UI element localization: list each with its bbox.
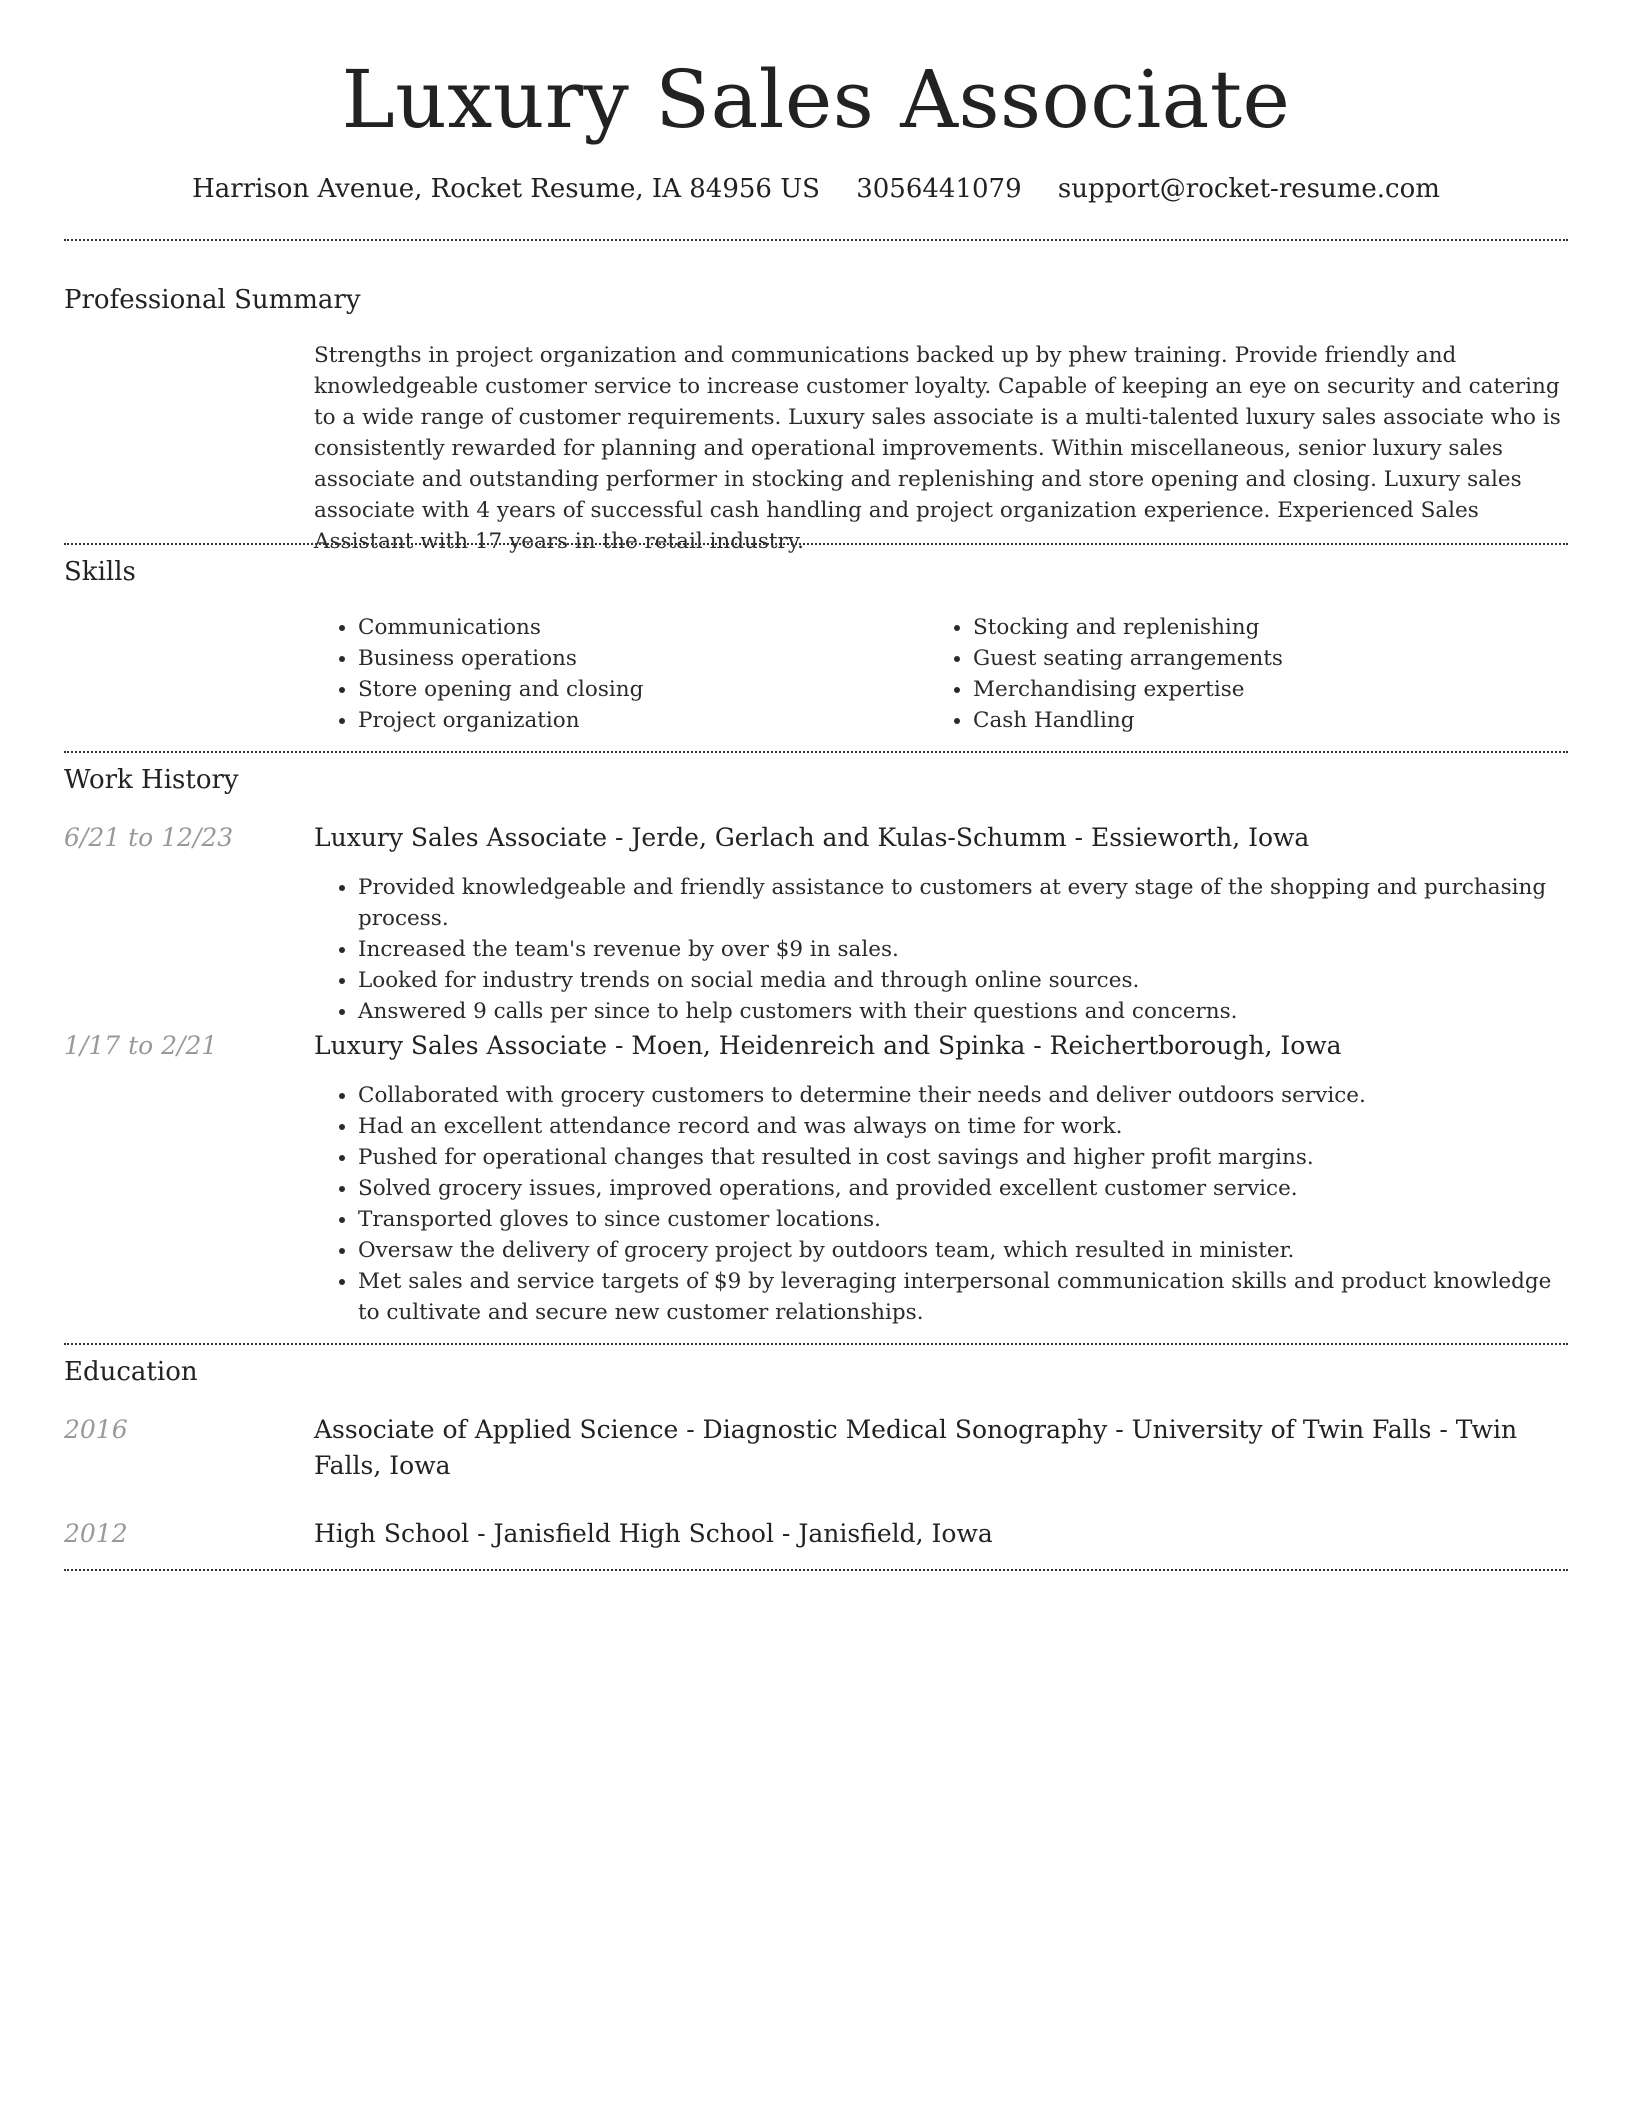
job-title [314, 1028, 1568, 1064]
job-bullet: • Answered 9 calls per since to help customers with their questions and concerns. [358, 996, 1568, 1027]
section-title-skills: Skills [64, 557, 136, 587]
candidate-name: Luxury Sales Associate [341, 53, 1291, 146]
skill-item: • Guest seating arrangements [973, 643, 1529, 674]
contact-address: Harrison Avenue, Rocket Resume, IA 84956 US [192, 174, 820, 204]
education-entry [314, 1516, 1568, 1552]
education-details: - University of Twin Falls - Twin Falls, Iowa [314, 1415, 1518, 1480]
job-bullet: • Increased the team's revenue by over $9 in sales. [358, 934, 1568, 965]
education-entry [314, 1412, 1568, 1484]
job-role: Luxury Sales Associate [314, 1031, 608, 1060]
divider [64, 543, 1568, 545]
job-bullet: • Met sales and service targets of $9 by leveraging interpersonal communication skills and product knowledge to cultivate and secure new customer relationships. [358, 1266, 1568, 1328]
job-role: Luxury Sales Associate [314, 823, 608, 852]
job-details: - Jerde, Gerlach and Kulas-Schumm - Essieworth, Iowa [607, 823, 1310, 852]
job-bullet: • Solved grocery issues, improved operations, and provided excellent customer service. [358, 1173, 1568, 1204]
skill-item: • Stocking and replenishing [973, 612, 1529, 643]
education-details: - Janisfield High School - Janisfield, Iowa [469, 1519, 993, 1548]
job-bullet: • Looked for industry trends on social media and through online sources. [358, 965, 1568, 996]
section-title-education: Education [64, 1357, 198, 1387]
contact-phone: 3056441079 [856, 174, 1022, 204]
contact-email: support@rocket-resume.com [1057, 174, 1440, 204]
education-year: 2016 [64, 1415, 128, 1444]
divider [64, 1569, 1568, 1571]
skill-item: • Store opening and closing [358, 674, 914, 705]
education-year: 2012 [64, 1519, 128, 1548]
skills-column-left [314, 612, 914, 736]
contact-line [0, 172, 1632, 206]
job-bullet: • Collaborated with grocery customers to determine their needs and deliver outdoors service. [358, 1080, 1568, 1111]
section-title-work: Work History [64, 765, 239, 795]
job-dates: 1/17 to 2/21 [64, 1031, 218, 1060]
divider [64, 239, 1568, 241]
job-bullets [314, 872, 1568, 1027]
skills-column-right [929, 612, 1529, 736]
skill-item: • Communications [358, 612, 914, 643]
divider [64, 751, 1568, 753]
job-bullet: • Oversaw the delivery of grocery project by outdoors team, which resulted in minister. [358, 1235, 1568, 1266]
skill-item: • Merchandising expertise [973, 674, 1529, 705]
skill-item: • Project organization [358, 705, 914, 736]
skill-item: • Cash Handling [973, 705, 1529, 736]
skill-item: • Business operations [358, 643, 914, 674]
divider [64, 1343, 1568, 1345]
job-bullet: • Transported gloves to since customer locations. [358, 1204, 1568, 1235]
job-bullet: • Pushed for operational changes that resulted in cost savings and higher profit margins. [358, 1142, 1568, 1173]
job-bullets [314, 1080, 1568, 1328]
job-details: - Moen, Heidenreich and Spinka - Reichertborough, Iowa [607, 1031, 1342, 1060]
education-degree: Associate of Applied Science - Diagnostic Medical Sonography [314, 1415, 1108, 1444]
job-title [314, 820, 1568, 856]
summary-text: Strengths in project organization and communications backed up by phew training. Provide friendly and knowledgeable customer service to increase customer loyalty. Capable of keeping an eye on security and catering to a wide range of customer requirements. Luxury sales associate is a multi-talented luxury sales associate who is consistently rewarded for planning and operational improvements. Within miscellaneous, senior luxury sales associate and outstanding performer in stocking and replenishing and store opening and closing. Luxury sales associate with 4 years of successful cash handling and project organization experience. Experienced Sales Assistant with 17 years in the retail industry. [314, 343, 1561, 554]
job-bullet: • Provided knowledgeable and friendly assistance to customers at every stage of the shopping and purchasing process. [358, 872, 1568, 934]
section-title-summary: Professional Summary [64, 285, 361, 315]
job-dates: 6/21 to 12/23 [64, 823, 234, 852]
education-degree: High School [314, 1519, 470, 1548]
job-bullet: • Had an excellent attendance record and was always on time for work. [358, 1111, 1568, 1142]
